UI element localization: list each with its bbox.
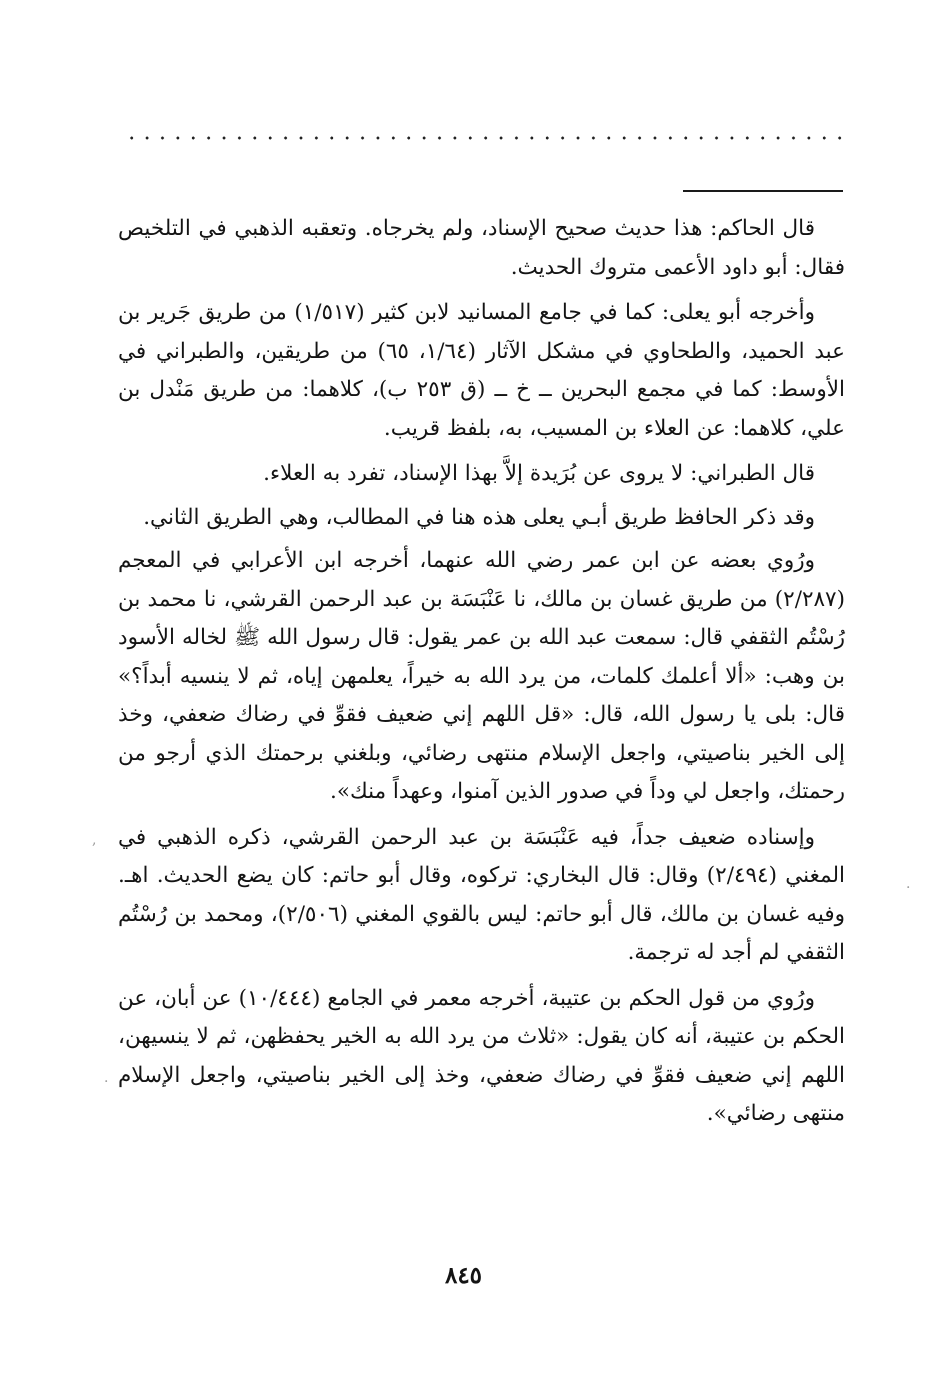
paragraph-6: وإسناده ضعيف جداً، فيه عَنْبَسَة بن عبد الرحمن القرشي، ذكره الذهبي في المغني (٢/٤٩٤) وقال: قال البخاري: تركوه، وقال أبو حاتم: كان يضع الحديث. اهـ. وفيه غسان بن مالك، قال أبو حاتم: ليس بالقوي المغني (٢/٥٠٦)، ومحمد بن رُسْتُم الثقفي لم أجد له ترجمة. bbox=[118, 824, 845, 965]
paragraph-1: قال الحاكم: هذا حديث صحيح الإسناد، ولم يخرجاه. وتعقبه الذهبي في التلخيص فقال: أبو داود الأعمى متروك الحديث. bbox=[118, 216, 845, 280]
paragraph-7: ورُوي من قول الحكم بن عتيبة، أخرجه معمر في الجامع (١٠/٤٤٤) عن أبان، عن الحكم بن عتيبة، أنه كان يقول: «ثلاث من يرد الله به الخير يحفظهن، ثم لا ينسيهن، اللهم إني ضعيف فقوِّ في رضاك ضعفي، وخذ إلى الخير بناصيتي، واجعل الإسلام منتهى رضائي». bbox=[118, 985, 845, 1126]
paragraph-5: ورُوي بعضه عن ابن عمر رضي الله عنهما، أخرجه ابن الأعرابي في المعجم (٢/٢٨٧) من طريق غسان بن مالك، نا عَنْبَسَة بن عبد الرحمن القرشي، نا محمد بن رُسْتُم الثقفي قال: سمعت عبد الله بن عمر يقول: قال رسول الله ﷺ لخاله الأسود بن وهب: «ألا أعلمك كلمات، من يرد الله به خيراً، يعلمهن إياه، ثم لا ينسيه أبداً؟» قال: بلى يا رسول الله، قال: «قل اللهم إني ضعيف فقوِّ في رضاك ضعفي، وخذ إلى الخير بناصيتي، واجعل الإسلام منتهى رضائي، وبلغني برحمتك الذي أرجو من رحمتك، واجعل لي وداً في صدور الذين آمنوا، وعهداً منك». bbox=[118, 548, 845, 804]
paragraph-4: وقد ذكر الحافظ طريق أبـي يعلى هذه هنا في المطالب، وهي الطريق الثاني. bbox=[143, 504, 815, 530]
dotted-separator bbox=[124, 136, 842, 140]
margin-mark: , bbox=[92, 832, 97, 848]
margin-mark: · bbox=[104, 1074, 109, 1090]
page-number: ٨٤٥ bbox=[444, 1262, 483, 1289]
paragraph-3: قال الطبراني: لا يروى عن بُرَيدة إلاَّ بهذا الإسناد، تفرد به العلاء. bbox=[263, 461, 815, 486]
paragraph-2: وأخرجه أبو يعلى: كما في جامع المسانيد لابن كثير (١/٥١٧) من طريق جَرير بن عبد الحميد، والطحاوي في مشكل الآثار (١/٦٤، ٦٥) من طريقين، والطبراني في الأوسط: كما في مجمع البحرين ــ خ ــ (ق ٢٥٣ ب)، كلاهما: من طريق مَنْدل بن علي، كلاهما: عن العلاء بن المسيب، به، بلفظ قريب. bbox=[118, 300, 845, 441]
page-body bbox=[118, 210, 845, 1141]
footnote-rule bbox=[683, 190, 843, 192]
margin-mark: · bbox=[906, 880, 911, 896]
